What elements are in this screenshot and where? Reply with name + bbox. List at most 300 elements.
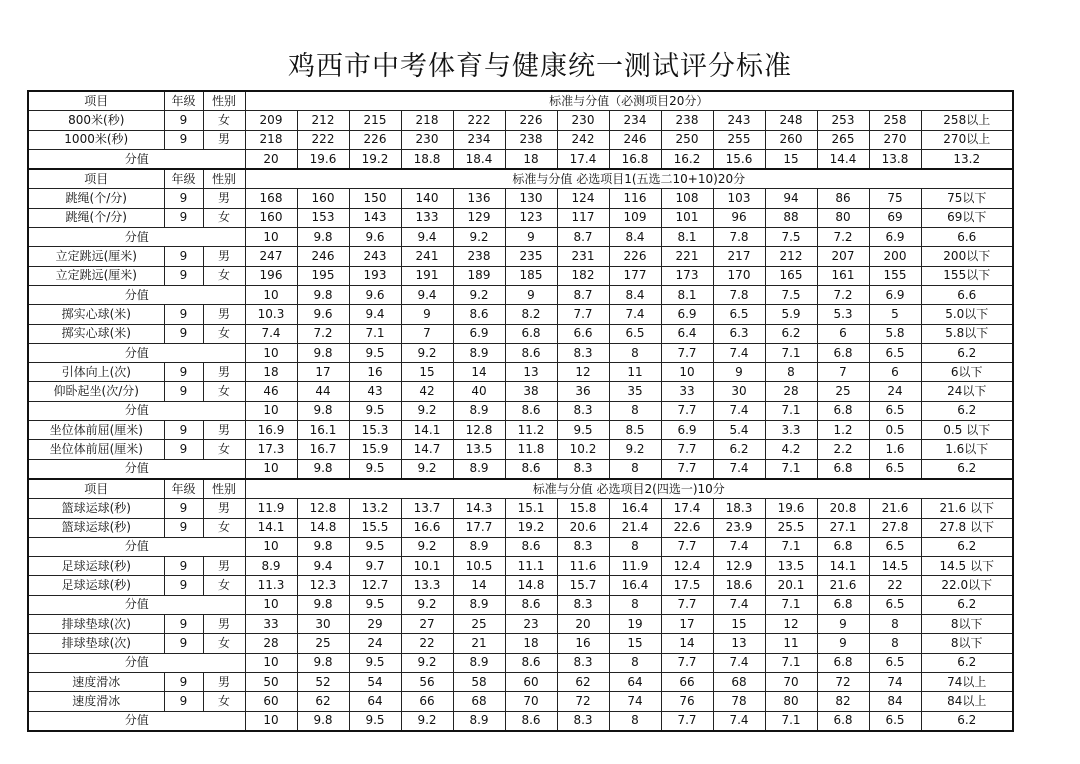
score-label: 分值 <box>28 459 245 479</box>
standard-value: 9.2 <box>609 440 661 459</box>
standard-value: 14.1 <box>817 557 869 576</box>
score-value: 7.1 <box>765 653 817 672</box>
standard-value: 242 <box>557 130 609 149</box>
standard-value: 62 <box>297 692 349 711</box>
score-value: 9.2 <box>401 537 453 556</box>
score-value: 7.7 <box>661 459 713 479</box>
standard-value: 23 <box>505 615 557 634</box>
standard-value: 25 <box>817 382 869 401</box>
standard-value: 168 <box>245 189 297 208</box>
standard-value: 86 <box>817 189 869 208</box>
grade: 9 <box>164 692 203 711</box>
standard-value: 5.9 <box>765 305 817 324</box>
standard-value: 22.6 <box>661 518 713 537</box>
standard-value: 17 <box>297 363 349 382</box>
score-value: 8.6 <box>505 711 557 731</box>
score-value: 9.5 <box>349 401 401 420</box>
score-value: 9.5 <box>349 711 401 731</box>
score-value: 8.3 <box>557 711 609 731</box>
standard-value: 69 <box>869 208 921 227</box>
column-header-grade: 年级 <box>164 169 203 189</box>
standard-value: 25.5 <box>765 518 817 537</box>
score-value: 9.5 <box>349 459 401 479</box>
score-value: 8 <box>609 711 661 731</box>
column-header-item: 项目 <box>28 479 164 499</box>
table-row <box>28 208 1013 227</box>
score-value: 6.6 <box>921 228 1013 247</box>
score-row <box>28 285 1013 304</box>
standard-value: 6.2 <box>713 440 765 459</box>
standard-value: 10.3 <box>245 305 297 324</box>
standard-value: 170 <box>713 266 765 285</box>
standard-value: 66 <box>401 692 453 711</box>
standard-value: 14.1 <box>245 518 297 537</box>
standard-value: 43 <box>349 382 401 401</box>
score-label: 分值 <box>28 285 245 304</box>
score-value: 10 <box>245 401 297 420</box>
column-header-item: 项目 <box>28 169 164 189</box>
score-value: 9.2 <box>401 459 453 479</box>
grade: 9 <box>164 189 203 208</box>
standard-value: 258 <box>869 111 921 130</box>
standard-value: 250 <box>661 130 713 149</box>
score-value: 8.3 <box>557 459 609 479</box>
score-value: 6.2 <box>921 595 1013 614</box>
standard-value: 20.6 <box>557 518 609 537</box>
event-name: 足球运球(秒) <box>28 557 164 576</box>
standard-value: 193 <box>349 266 401 285</box>
score-value: 6.8 <box>817 537 869 556</box>
score-value: 7.2 <box>817 285 869 304</box>
score-value: 9.6 <box>349 285 401 304</box>
standard-value: 9.4 <box>297 557 349 576</box>
standard-value: 8 <box>869 615 921 634</box>
score-value: 10 <box>245 653 297 672</box>
standard-value: 6.8 <box>505 324 557 343</box>
standard-value: 11.6 <box>557 557 609 576</box>
gender: 女 <box>203 382 245 401</box>
score-value: 10 <box>245 285 297 304</box>
score-value: 8 <box>609 343 661 362</box>
score-value: 9.8 <box>297 537 349 556</box>
standard-value: 70 <box>765 672 817 691</box>
standard-value: 1.2 <box>817 421 869 440</box>
standard-value: 27.8 <box>869 518 921 537</box>
score-label: 分值 <box>28 401 245 420</box>
score-value: 7.1 <box>765 595 817 614</box>
grade: 9 <box>164 499 203 518</box>
standard-value: 7 <box>401 324 453 343</box>
grade: 9 <box>164 130 203 149</box>
standard-value: 246 <box>297 247 349 266</box>
score-value: 7.4 <box>713 711 765 731</box>
page-title: 鸡西市中考体育与健康统一测试评分标准 <box>288 51 792 82</box>
standard-value: 212 <box>297 111 349 130</box>
event-name: 800米(秒) <box>28 111 164 130</box>
standard-value: 155 <box>869 266 921 285</box>
standard-value: 241 <box>401 247 453 266</box>
score-value: 19.2 <box>349 149 401 169</box>
table-row <box>28 615 1013 634</box>
section-title: 标准与分值 必选项目2(四选一)10分 <box>245 479 1013 499</box>
section-header-row <box>28 91 1013 111</box>
event-name: 跳绳(个/分) <box>28 208 164 227</box>
score-value: 7.7 <box>661 711 713 731</box>
column-header-grade: 年级 <box>164 479 203 499</box>
score-value: 9.5 <box>349 653 401 672</box>
table-row <box>28 363 1013 382</box>
standard-value: 6 <box>817 324 869 343</box>
standard-value: 64 <box>609 672 661 691</box>
score-value: 13.2 <box>921 149 1013 169</box>
event-name: 坐位体前屈(厘米) <box>28 421 164 440</box>
score-value: 13.8 <box>869 149 921 169</box>
standard-value: 215 <box>349 111 401 130</box>
standard-value: 230 <box>557 111 609 130</box>
standard-value: 265 <box>817 130 869 149</box>
score-value: 14.4 <box>817 149 869 169</box>
standard-value: 207 <box>817 247 869 266</box>
column-header-gender: 性别 <box>203 479 245 499</box>
score-value: 8.6 <box>505 401 557 420</box>
standard-value: 2.2 <box>817 440 869 459</box>
score-value: 9.2 <box>401 595 453 614</box>
score-value: 8.9 <box>453 459 505 479</box>
grade: 9 <box>164 247 203 266</box>
standard-value: 6.9 <box>661 305 713 324</box>
standard-value: 28 <box>765 382 817 401</box>
standard-value: 33 <box>661 382 713 401</box>
standard-value: 13.5 <box>453 440 505 459</box>
score-value: 6.5 <box>869 653 921 672</box>
standard-value: 6以下 <box>921 363 1013 382</box>
grade: 9 <box>164 672 203 691</box>
gender: 女 <box>203 266 245 285</box>
standard-value: 200以下 <box>921 247 1013 266</box>
score-value: 6.9 <box>869 285 921 304</box>
standard-value: 13.5 <box>765 557 817 576</box>
score-value: 6.2 <box>921 537 1013 556</box>
score-label: 分值 <box>28 595 245 614</box>
gender: 男 <box>203 557 245 576</box>
score-value: 8.3 <box>557 343 609 362</box>
standard-value: 12.8 <box>453 421 505 440</box>
score-value: 9.2 <box>401 343 453 362</box>
standard-value: 14.3 <box>453 499 505 518</box>
standard-value: 7.2 <box>297 324 349 343</box>
standard-value: 247 <box>245 247 297 266</box>
standard-value: 24以下 <box>921 382 1013 401</box>
standard-value: 124 <box>557 189 609 208</box>
score-value: 9.8 <box>297 343 349 362</box>
standard-value: 0.5 <box>869 421 921 440</box>
standard-value: 8以下 <box>921 634 1013 653</box>
standard-value: 14.5 <box>869 557 921 576</box>
standard-value: 15 <box>609 634 661 653</box>
standard-value: 30 <box>297 615 349 634</box>
standard-value: 9 <box>713 363 765 382</box>
standard-value: 52 <box>297 672 349 691</box>
table-row <box>28 692 1013 711</box>
standard-value: 14.8 <box>505 576 557 595</box>
standard-value: 6.9 <box>661 421 713 440</box>
standard-value: 1.6以下 <box>921 440 1013 459</box>
standard-value: 108 <box>661 189 713 208</box>
score-value: 8.6 <box>505 459 557 479</box>
standard-value: 195 <box>297 266 349 285</box>
standard-value: 30 <box>713 382 765 401</box>
standard-value: 27.8 以下 <box>921 518 1013 537</box>
score-label: 分值 <box>28 343 245 362</box>
score-value: 6.9 <box>869 228 921 247</box>
standard-value: 23.9 <box>713 518 765 537</box>
standard-value: 94 <box>765 189 817 208</box>
score-value: 18.4 <box>453 149 505 169</box>
standard-value: 18 <box>245 363 297 382</box>
event-name: 掷实心球(米) <box>28 305 164 324</box>
column-header-gender: 性别 <box>203 169 245 189</box>
standard-value: 44 <box>297 382 349 401</box>
score-value: 9.6 <box>349 228 401 247</box>
standard-value: 165 <box>765 266 817 285</box>
event-name: 排球垫球(次) <box>28 634 164 653</box>
standard-value: 20.8 <box>817 499 869 518</box>
table-row <box>28 440 1013 459</box>
standard-value: 9 <box>817 615 869 634</box>
standard-value: 11.1 <box>505 557 557 576</box>
event-name: 速度滑冰 <box>28 692 164 711</box>
score-value: 8.6 <box>505 653 557 672</box>
standard-value: 14.7 <box>401 440 453 459</box>
score-value: 7.1 <box>765 343 817 362</box>
gender: 女 <box>203 518 245 537</box>
score-value: 7.7 <box>661 653 713 672</box>
standard-value: 62 <box>557 672 609 691</box>
standard-value: 25 <box>453 615 505 634</box>
standard-value: 161 <box>817 266 869 285</box>
standard-value: 11.2 <box>505 421 557 440</box>
gender: 女 <box>203 634 245 653</box>
standard-value: 231 <box>557 247 609 266</box>
section-title: 标准与分值（必测项目20分） <box>245 91 1013 111</box>
standard-value: 72 <box>557 692 609 711</box>
standard-value: 9.4 <box>349 305 401 324</box>
score-value: 6.2 <box>921 401 1013 420</box>
score-value: 8.3 <box>557 537 609 556</box>
score-value: 9.5 <box>349 537 401 556</box>
score-value: 8 <box>609 459 661 479</box>
standard-value: 17.3 <box>245 440 297 459</box>
table-row <box>28 576 1013 595</box>
score-value: 8.6 <box>505 537 557 556</box>
score-value: 6.2 <box>921 711 1013 731</box>
score-value: 7.5 <box>765 228 817 247</box>
standard-value: 16.1 <box>297 421 349 440</box>
standard-value: 68 <box>453 692 505 711</box>
score-value: 8.1 <box>661 285 713 304</box>
score-value: 15.6 <box>713 149 765 169</box>
score-value: 16.2 <box>661 149 713 169</box>
standard-value: 140 <box>401 189 453 208</box>
standard-value: 5.3 <box>817 305 869 324</box>
score-value: 8.6 <box>505 595 557 614</box>
score-value: 8.7 <box>557 228 609 247</box>
gender: 男 <box>203 189 245 208</box>
standard-value: 15.5 <box>349 518 401 537</box>
table-row <box>28 499 1013 518</box>
score-value: 7.4 <box>713 653 765 672</box>
score-value: 7.1 <box>765 537 817 556</box>
score-value: 8.6 <box>505 343 557 362</box>
standard-value: 5 <box>869 305 921 324</box>
standard-value: 12.9 <box>713 557 765 576</box>
gender: 女 <box>203 324 245 343</box>
standard-value: 5.0以下 <box>921 305 1013 324</box>
standard-value: 191 <box>401 266 453 285</box>
standard-value: 68 <box>713 672 765 691</box>
score-label: 分值 <box>28 149 245 169</box>
standard-value: 7.7 <box>661 440 713 459</box>
standard-value: 222 <box>453 111 505 130</box>
standard-value: 12.4 <box>661 557 713 576</box>
standard-value: 16 <box>557 634 609 653</box>
event-name: 立定跳远(厘米) <box>28 247 164 266</box>
score-row <box>28 401 1013 420</box>
score-value: 15 <box>765 149 817 169</box>
table-row <box>28 421 1013 440</box>
gender: 男 <box>203 363 245 382</box>
event-name: 1000米(秒) <box>28 130 164 149</box>
standard-value: 143 <box>349 208 401 227</box>
standard-value: 14.1 <box>401 421 453 440</box>
standard-value: 21.6 <box>869 499 921 518</box>
score-value: 8 <box>609 595 661 614</box>
score-row <box>28 149 1013 169</box>
standard-value: 177 <box>609 266 661 285</box>
grade: 9 <box>164 576 203 595</box>
standard-value: 20.1 <box>765 576 817 595</box>
standard-value: 6.4 <box>661 324 713 343</box>
score-value: 8 <box>609 537 661 556</box>
event-name: 篮球运球(秒) <box>28 499 164 518</box>
standard-value: 101 <box>661 208 713 227</box>
score-value: 9.4 <box>401 285 453 304</box>
standard-value: 7 <box>817 363 869 382</box>
standard-value: 238 <box>661 111 713 130</box>
score-value: 8 <box>609 653 661 672</box>
standard-value: 13.7 <box>401 499 453 518</box>
standard-value: 243 <box>349 247 401 266</box>
score-value: 6.5 <box>869 537 921 556</box>
score-value: 10 <box>245 711 297 731</box>
standard-value: 129 <box>453 208 505 227</box>
standard-value: 22 <box>401 634 453 653</box>
score-value: 9 <box>505 228 557 247</box>
table-row <box>28 305 1013 324</box>
standard-value: 5.8以下 <box>921 324 1013 343</box>
grade: 9 <box>164 266 203 285</box>
gender: 男 <box>203 615 245 634</box>
section-header-row <box>28 479 1013 499</box>
standard-value: 82 <box>817 692 869 711</box>
standard-value: 9.7 <box>349 557 401 576</box>
standard-value: 9 <box>817 634 869 653</box>
score-value: 8.9 <box>453 653 505 672</box>
standard-value: 270以上 <box>921 130 1013 149</box>
standard-value: 189 <box>453 266 505 285</box>
standard-value: 150 <box>349 189 401 208</box>
standard-value: 19.2 <box>505 518 557 537</box>
score-value: 9.8 <box>297 711 349 731</box>
score-value: 6.6 <box>921 285 1013 304</box>
standard-value: 238 <box>505 130 557 149</box>
score-value: 8.3 <box>557 401 609 420</box>
standard-value: 15.8 <box>557 499 609 518</box>
event-name: 掷实心球(米) <box>28 324 164 343</box>
standard-value: 160 <box>245 208 297 227</box>
standard-value: 209 <box>245 111 297 130</box>
score-value: 10 <box>245 228 297 247</box>
standard-value: 14.8 <box>297 518 349 537</box>
standard-value: 60 <box>505 672 557 691</box>
grade: 9 <box>164 557 203 576</box>
standard-value: 218 <box>401 111 453 130</box>
standard-value: 60 <box>245 692 297 711</box>
score-value: 19.6 <box>297 149 349 169</box>
column-header-item: 项目 <box>28 91 164 111</box>
standard-value: 78 <box>713 692 765 711</box>
gender: 女 <box>203 208 245 227</box>
standard-value: 8以下 <box>921 615 1013 634</box>
standard-value: 270 <box>869 130 921 149</box>
standard-value: 16.9 <box>245 421 297 440</box>
standard-value: 27.1 <box>817 518 869 537</box>
standard-value: 66 <box>661 672 713 691</box>
standard-value: 103 <box>713 189 765 208</box>
standard-value: 6 <box>869 363 921 382</box>
standard-value: 153 <box>297 208 349 227</box>
standard-value: 7.1 <box>349 324 401 343</box>
score-value: 9.2 <box>453 285 505 304</box>
table-row <box>28 247 1013 266</box>
standard-value: 17.7 <box>453 518 505 537</box>
score-value: 6.5 <box>869 459 921 479</box>
standard-value: 15.1 <box>505 499 557 518</box>
standard-value: 117 <box>557 208 609 227</box>
standard-value: 123 <box>505 208 557 227</box>
standard-value: 42 <box>401 382 453 401</box>
score-value: 7.4 <box>713 595 765 614</box>
score-value: 8.9 <box>453 711 505 731</box>
score-value: 10 <box>245 595 297 614</box>
gender: 男 <box>203 247 245 266</box>
standard-value: 6.6 <box>557 324 609 343</box>
standard-value: 9.5 <box>557 421 609 440</box>
standard-value: 21.6 <box>817 576 869 595</box>
grade: 9 <box>164 324 203 343</box>
standard-value: 6.9 <box>453 324 505 343</box>
grade: 9 <box>164 440 203 459</box>
standard-value: 11.9 <box>609 557 661 576</box>
standard-value: 14 <box>453 576 505 595</box>
score-value: 6.5 <box>869 711 921 731</box>
event-name: 速度滑冰 <box>28 672 164 691</box>
score-row <box>28 595 1013 614</box>
score-value: 8.4 <box>609 228 661 247</box>
standard-value: 84 <box>869 692 921 711</box>
standard-value: 6.5 <box>713 305 765 324</box>
standard-value: 16 <box>349 363 401 382</box>
